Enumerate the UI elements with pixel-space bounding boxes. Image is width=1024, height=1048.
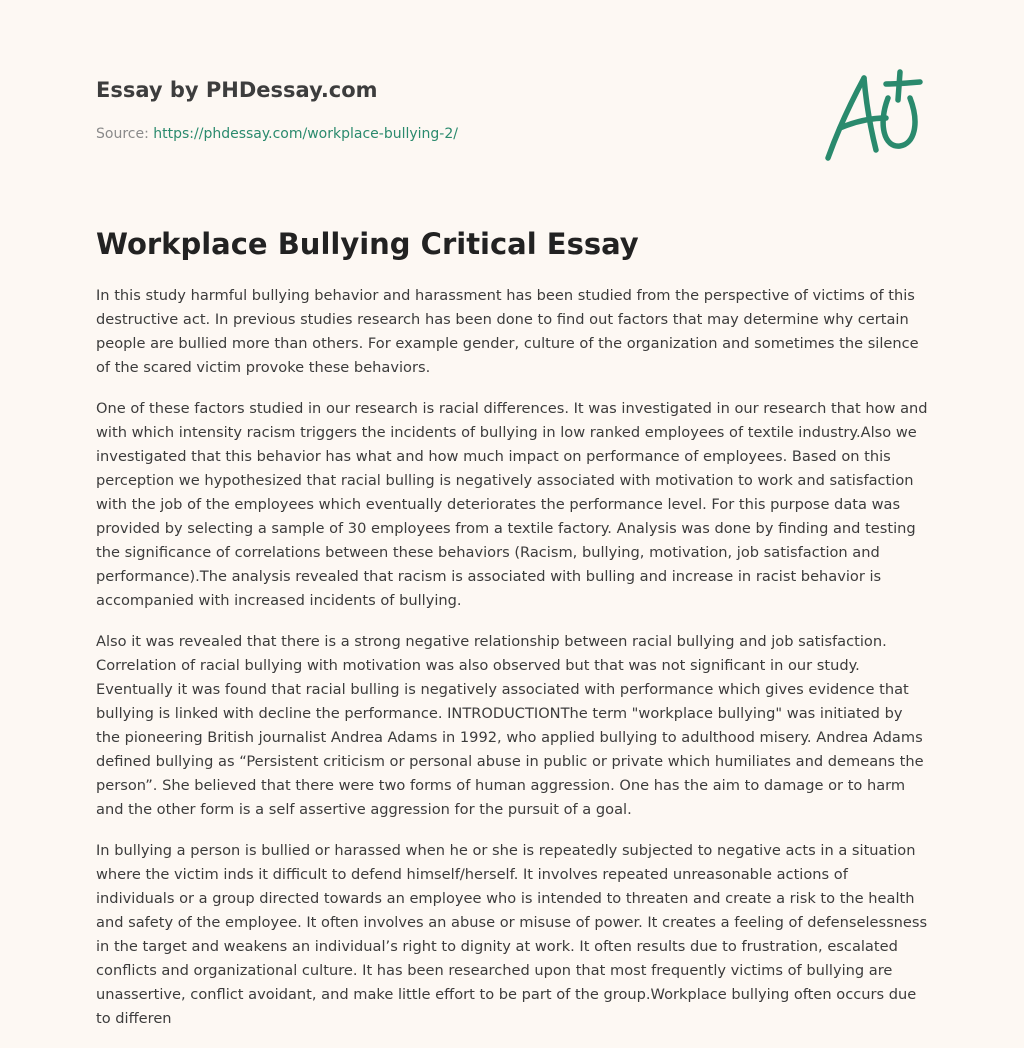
essay-paragraph: One of these factors studied in our research is racial differences. It was investigated in our research that how and with which intensity racism triggers the incidents of bullying in low ranked employees of textile industry.Also we investigated that this behavior has what and how much impact on performance of employees. Based on this perception we hypothesized that racial bulling is negatively associated with motivation to work and satisfaction with the job of the employees which eventually deteriorates the performance level. For this purpose data was provided by selecting a sample of 30 employees from a textile factory. Analysis was done by finding and testing the significance of correlations between these behaviors (Racism, bullying, motivation, job satisfaction and performance).The analysis revealed that racism is associated with bulling and increase in racist behavior is accompanied with increased incidents of bullying.: [96, 400, 928, 609]
essay-body: [96, 284, 930, 1048]
source-line: [96, 124, 796, 144]
essay-paragraph: Also it was revealed that there is a strong negative relationship between racial bullying and job satisfaction. Correlation of racial bullying with motivation was also observed but that was not significant in our study. Eventually it was found that racial bulling is negatively associated with performance which gives evidence that bullying is linked with decline the performance. INTRODUCTIONThe term "workplace bullying" was initiated by the pioneering British journalist Andrea Adams in 1992, who applied bullying to adulthood misery. Andrea Adams defined bullying as “Persistent criticism or personal abuse in public or private which humiliates and demeans the person”. She believed that there were two forms of human aggression. One has the aim to damage or to harm and the other form is a self assertive aggression for the pursuit of a goal.: [96, 633, 924, 818]
a-plus-logo-icon: [820, 68, 930, 168]
site-title: Essay by PHDessay.com: [96, 78, 378, 102]
essay-title: Workplace Bullying Critical Essay: [96, 227, 639, 261]
source-link[interactable]: https://phdessay.com/workplace-bullying-2/: [153, 126, 458, 142]
essay-paragraph: In this study harmful bullying behavior and harassment has been studied from the perspective of victims of this destructive act. In previous studies research has been done to find out factors that may determine why certain people are bullied more than others. For example gender, culture of the organization and sometimes the silence of the scared victim provoke these behaviors.: [96, 287, 919, 376]
essay-header: [96, 76, 796, 144]
source-label: Source:: [96, 126, 154, 142]
essay-paragraph: In bullying a person is bullied or harassed when he or she is repeatedly subjected to negative acts in a situation where the victim inds it difficult to defend himself/herself. It involves repeated unreasonable actions of individuals or a group directed towards an employee who is intended to threaten and create a risk to the health and safety of the employee. It often involves an abuse or misuse of power. It creates a feeling of defenselessness in the target and weakens an individual’s right to dignity at work. It often results due to frustration, escalated conflicts and organizational culture. It has been researched upon that most frequently victims of bullying are unassertive, conflict avoidant, and make little effort to be part of the group.Workplace bullying often occurs due to differen: [96, 842, 928, 1027]
